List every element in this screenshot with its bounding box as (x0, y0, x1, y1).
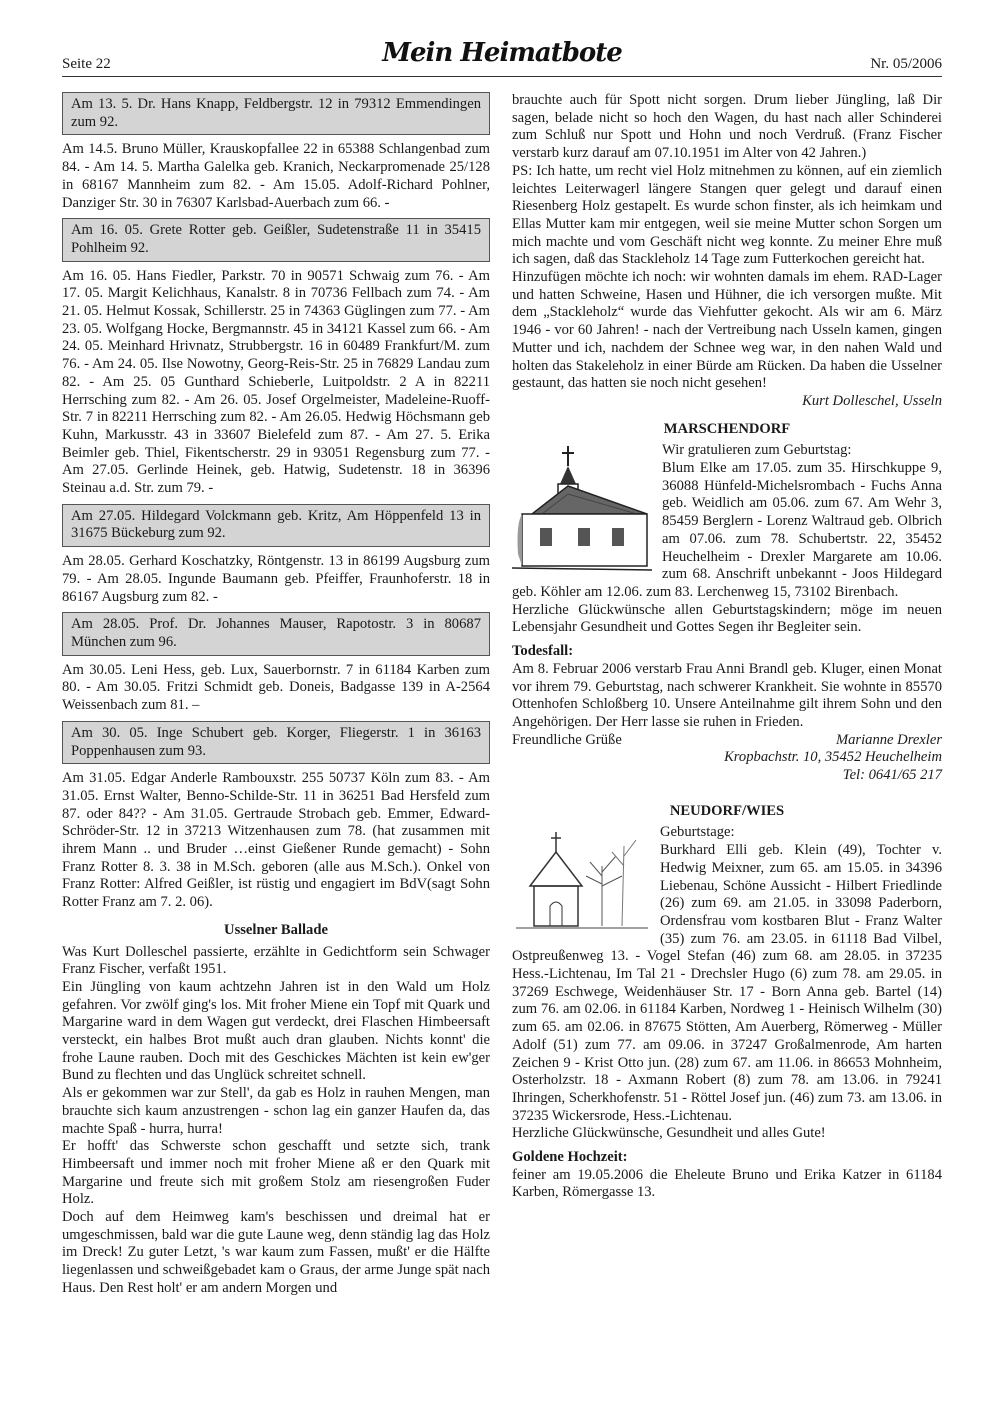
birthday-list: Blum Elke am 17.05. zum 35. Hirschkuppe 9, 36088 Hünfeld-Michelsrombach - Fuchs Anna geb. Weidlich am 05.06. zum 67. Am Wehr 3, 85459 Berglern - Lorenz Waltraud geb. Olbrich am 07.06. zum 78. Schubertstr. 22, 35452 Heuchelheim - Drexler Margarete am 10.06. zum 68. Anschrift unbekannt - Joos Hildegard geb. Köhler am 12.06. zum 83. Lerchenweg 15, 73102 Birenbach. (512, 460, 942, 600)
page-header (62, 36, 942, 77)
issue-number: Nr. 05/2006 (870, 56, 942, 72)
ps-paragraph: Hinzufügen möchte ich noch: wir wohnten damals im ehem. RAD-Lager und hatten Schweine, Hasen und Hühner, die ich versorgen mußte. Mit dem „Stackleholz“ wurde das Viehfutter gekocht. Als wir am 6. März 1946 - vor 60 Jahren! - nach der Vertreibung nach Usseln kamen, gingen Mutter und ich, nachdem der Schnee weg war, in den nahen Wald und holten das Stakeleholz in einer Bürde am Rücken. Da haben die Usselner gestaunt, das hatten sie noch nicht gesehen! (512, 269, 942, 392)
section-title-death: Todesfall: (512, 643, 574, 660)
birthday-entry: Am 13. 5. Dr. Hans Knapp, Feldbergstr. 12 in 79312 Emmendingen zum 92. (71, 96, 481, 130)
birthday-entry: Am 30. 05. Inge Schubert geb. Korger, Fliegerstr. 1 in 36163 Poppenhausen zum 93. (71, 724, 481, 759)
congrats-wish: Herzliche Glückwünsche allen Geburtstagskindern; möge im neuen Lebensjahr Gesundheit und Gottes Segen ihr Begleiter sein. (512, 601, 942, 636)
author-signature: Kurt Dolleschel, Usseln (802, 392, 942, 409)
ballade-paragraph: Was Kurt Dolleschel passierte, erzählte in Gedichtform sein Schwager Franz Fischer, verfaßt 1951. (62, 943, 490, 978)
chapel-sketch-illustration (512, 826, 652, 944)
birthday-list: Burkhard Elli geb. Klein (49), Tochter v. Hedwig Meixner, zum 65. am 15.05. in 34396 Liebenau, Schöne Aussicht - Hilbert Friedlinde (26) zum 69. am 21.05. in 33098 Paderborn, Ordensfrau vom kostbaren Blut - Franz Walter (35) zum 76. am 23.05. in 61118 Bad Vilbel, Ostpreußenweg 13. - Vogel Stefan (46) zum 68. am 28.05. in 37235 Hess.-Lichtenau, Im Tal 21 - Drechsler Hugo (6) zum 78. am 29.05. in 37269 Eschwege, Weidenhäuser Str. 17 - Born Anna geb. Bartel (14) zum 76. am 02.06. in 61184 Karben, Nordweg 1 - Heinisch Wilhelm (30) zum 65. am 02.06. in 87675 Stötten, Am Auerberg, Römerweg - Müller Adolf (51) zum 77. am 09.06. in 37247 Großalmenrode, Am harten Zeichen 9 - Krist Otto jun. (28) zum 67. am 11.06. in 86653 Mohnheim, Osterholzstr. 18 - Axmann Robert (8) zum 78. am 13.06. in 79241 Ihringen, Scherkhofenstr. 51 - Röttel Josef jun. (46) zum 73. am 13.06. in 37235 Wickersrode, Hess.-Lichtenau. (512, 842, 942, 1124)
signer-phone: Tel: 0641/65 217 (842, 767, 942, 784)
highlight-box (62, 218, 490, 261)
masthead-title: Mein Heimatbote (382, 38, 622, 68)
right-column (512, 92, 942, 1202)
church-illustration (512, 444, 652, 578)
page-number: Seite 22 (62, 56, 111, 72)
birthday-entry: Am 27.05. Hildegard Volckmann geb. Kritz, Am Höppenfeld 13 in 31675 Bückeburg zum 92. (71, 507, 481, 542)
section-title-golden-wedding: Goldene Hochzeit: (512, 1149, 628, 1166)
ballade-paragraph: Doch auf dem Heimweg kam's beschissen und dreimal hat er umgeschmissen, bald war die gute Laune weg, denn ständig lag das Holz im Dreck! Zu guter Letzt, 's war kaum zum Fassen, mußt' er die Hälfte liegenlassen und schweißgebadet kam o Graus, der arme Junge spät nach Haus. Den Rest holt' er am andern Morgen und (62, 1209, 490, 1296)
ballade-paragraph: Er hofft' das Schwerste schon geschafft und setzte sich, trank Himbeersaft und immer noch mit froher Miene aß er den Quark mit Margarine und freute sich mit großem Stolz am riesengroßen Fuder Holz. (62, 1138, 490, 1208)
greeting: Freundliche Grüße (512, 731, 622, 748)
highlight-box (62, 612, 490, 655)
ballade-continuation: brauchte auch für Spott nicht sorgen. Drum lieber Jüngling, laß Dir sagen, belade nicht so hoch den Wagen, du hast nach aller Schinderei zum Schluß nur Spott und Hohn und noch Verdruß. (Franz Fischer verstarb kurz darauf am 07.10.1951 im Alter von 42 Jahren.) (512, 92, 942, 162)
signer-name: Marianne Drexler (835, 731, 942, 748)
ps-paragraph: PS: Ich hatte, um recht viel Holz mitnehmen zu können, auf ein ziemlich leichtes Leiterwagerl längere Stangen quer gelegt und darauf einen Riesenberg Holz gestapelt. Es wurde schon finster, als ich heimkam und Ellas Mutter kam mir entgegen, weil sie meine Mutter schon Sorgen um mich machte und vom Geschäft nicht weg konnte. Zu meiner Ehre muß ich sagen, daß das Stackleholz 14 Tage zum Futterkochen gereicht hat. (512, 162, 942, 268)
highlight-box (62, 92, 490, 135)
birthday-list: Am 14.5. Bruno Müller, Krauskopfallee 22 in 65388 Schlangenbad zum 84. - Am 14. 5. Martha Galelka geb. Kranich, Neckarpromenade 25/128 in 68167 Mannheim zum 82. - Am 15.05. Adolf-Richard Pohlner, Danziger Str. 30 in 76307 Karlsbad-Auerbach zum 66. - (62, 141, 490, 211)
birthday-entry: Am 28.05. Prof. Dr. Johannes Mauser, Rapotostr. 3 in 80687 München zum 96. (71, 616, 481, 650)
ballade-paragraph: Ein Jüngling von kaum achtzehn Jahren ist in den Wald um Holz gefahren. Vor zwölf ging's los. Mit froher Miene ein Topf mit Quark und Margarine ward in dem Wagen gut verdeckt, drei Flaschen Himbeersaft versteckt, ein halbes Brot mußt auch dran glauben. Nichts konnt' die frohe Laune rauben. Doch mit des Geschickes Mächten ist kein ew'ger Bund zu flechten und das Unglück schreitet schnell. (62, 978, 490, 1084)
highlight-box (62, 721, 490, 764)
highlight-box (62, 504, 490, 547)
signature-row (512, 732, 942, 750)
ballade-title: Usselner Ballade (224, 921, 328, 938)
section-title-marschendorf: MARSCHENDORF (663, 420, 791, 437)
birthday-list: Am 30.05. Leni Hess, geb. Lux, Sauerbornstr. 7 in 61184 Karben zum 80. - Am 30.05. Fritzi Schmidt geb. Doneis, Badgasse 139 in A-2564 Weissenbach zum 81. – (62, 661, 490, 714)
birthday-entry: Am 16. 05. Grete Rotter geb. Geißler, Sudetenstraße 11 in 35415 Pohlheim 92. (71, 222, 481, 256)
birthday-list: Am 28.05. Gerhard Koschatzky, Röntgenstr. 13 in 86199 Augsburg zum 79. - Am 28.05. Ingunde Baumann geb. Pfeiffer, Fraunhoferstr. 18 in 86167 Augsburg zum 82. - (62, 553, 490, 605)
golden-wedding-notice: feiner am 19.05.2006 die Eheleute Bruno und Erika Katzer in 61184 Karben, Römergasse 13. (512, 1166, 942, 1201)
congrats-wish: Herzliche Glückwünsche, Gesundheit und alles Gute! (512, 1125, 826, 1142)
birthday-list: Am 16. 05. Hans Fiedler, Parkstr. 70 in 90571 Schwaig zum 76. - Am 17. 05. Margit Kelichhaus, Kanalstr. 8 in 70736 Fellbach zum 74. - Am 21. 05. Helmut Kossak, Schillerstr. 25 in 74363 Güglingen zum 77. - Am 23. 05. Wolfgang Hocke, Bergmannstr. 45 in 34121 Kassel zum 66. - Am 24. 05. Meinhard Hrivnatz, Strubbergstr. 16 in 60489 Frankfurt/M. zum 76. - Am 24. 05. Ilse Nowotny, Georg-Reis-Str. 25 in 76829 Landau zum 82. - Am 25. 05 Gunthard Schieberle, Luitpoldstr. 2 A in 82211 Herrsching zum 82. - Am 26. 05. Josef Orgelmeister, Madeleine-Ruoff-Str. 7 in 82211 Herrsching zum 82. - Am 26.05. Hedwig Höchsmann geb Kuhn, Markusstr. 43 in 33607 Bielefeld zum 87. - Am 27. 5. Erika Beimler geb. Thiel, Fikentscherstr. 29 in 93051 Regensburg zum 77. - Am 27.05. Gerlinde Heinek, geb. Hatwig, Sudetenstr. 18 in 36396 Steinau a.d. Str. zum 79. - (62, 267, 490, 497)
signer-address: Kropbachstr. 10, 35452 Heuchelheim (724, 749, 942, 766)
birthdays-label: Geburtstage: (660, 824, 735, 841)
left-column (62, 92, 490, 1298)
birthday-list: Am 31.05. Edgar Anderle Rambouxstr. 255 50737 Köln zum 83. - Am 31.05. Ernst Walter, Benno-Schilde-Str. 11 in 36251 Bad Hersfeld zum 87. oder 84?? - Am 31.05. Gertraude Strobach geb. Emmer, Edward-Schröder-Str. 12 in 37213 Witzenhausen zum 78. (hat zusammen mit ihrem Mann .. und Bruder …einst Gießener Runde gemacht) - Sohn Franz Rotter 8. 3. 38 in M.Sch. geboren (alle aus M.Sch.). Onkel von Franz Rotter: Alfred Geißler, ist rüstig und engagiert im BdV(sagt Sohn Rotter Franz am 7. 2. 06). (62, 770, 490, 911)
death-notice: Am 8. Februar 2006 verstarb Frau Anni Brandl geb. Kluger, einen Monat vor ihrem 79. Geburtstag, nach schwerer Krankheit. Sie wohnte in 85570 Ottenhofen Schloßberg 10. Unsere Anteilnahme gilt ihrem Sohn und den Angehörigen. Der Herr lasse sie ruhen in Frieden. (512, 660, 942, 730)
ballade-paragraph: Als er gekommen war zur Stell', da gab es Holz in rauhen Mengen, man brauchte sich kaum anzustrengen - schon lag ein ganzer Haufen da, das machte Spaß - hurra, hurra! (62, 1085, 490, 1137)
congrats-intro: Wir gratulieren zum Geburtstag: (662, 442, 852, 459)
section-title-neudorf: NEUDORF/WIES (669, 802, 785, 819)
